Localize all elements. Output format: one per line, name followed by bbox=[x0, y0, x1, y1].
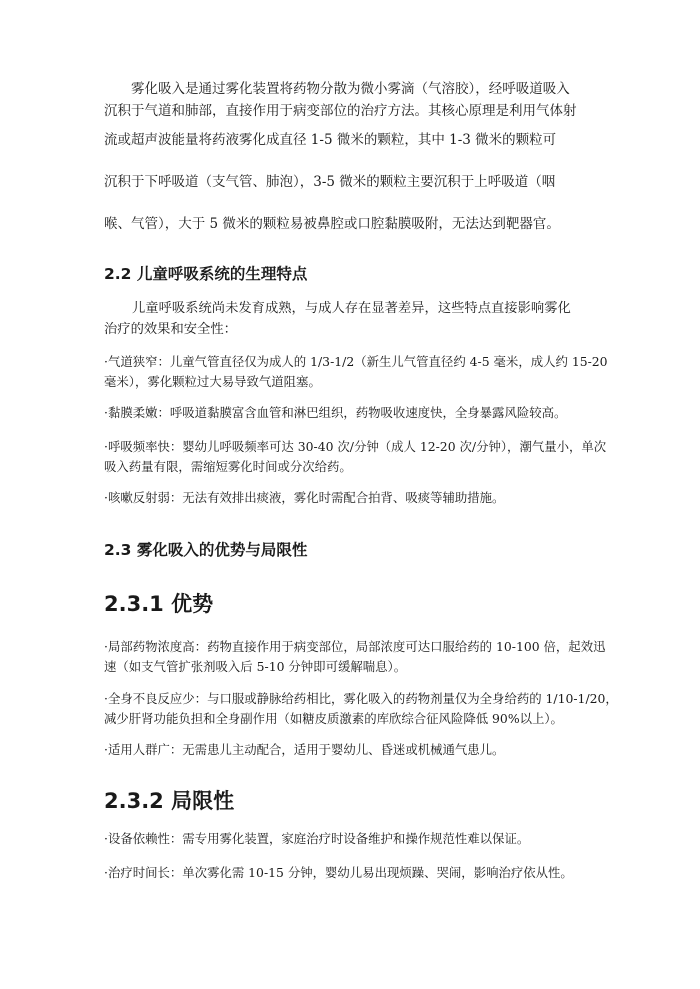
intro-line: 雾化吸入是通过雾化装置将药物分散为微小雾滴（气溶胶），经呼吸道吸入 bbox=[131, 81, 570, 97]
intro-paragraph bbox=[104, 83, 600, 257]
list-item-fewer-side-effects bbox=[104, 689, 618, 729]
list-item-line: ·适用人群广：无需患儿主动配合，适用于婴幼儿、昏迷或机械通气患儿。 bbox=[104, 742, 505, 757]
heading-2-3-2: 2.3.2 局限性 bbox=[104, 789, 235, 813]
intro-line: 沉积于下呼吸道（支气管、肺泡），3-5 微米的颗粒主要沉积于上呼吸道（咽 bbox=[104, 174, 556, 190]
list-item-line: 毫米），雾化颗粒过大易导致气道阻塞。 bbox=[104, 374, 321, 389]
list-item-long-duration bbox=[104, 863, 604, 883]
list-item-line: 吸入药量有限，需缩短雾化时间或分次给药。 bbox=[104, 459, 352, 474]
list-item-local-concentration bbox=[104, 637, 604, 677]
list-item-airway-narrow bbox=[104, 352, 608, 392]
paragraph-line: 治疗的效果和安全性： bbox=[104, 322, 237, 337]
intro-line: 喉、气管），大于 5 微米的颗粒易被鼻腔或口腔黏膜吸附，无法达到靶器官。 bbox=[104, 216, 560, 232]
list-item-broad-population bbox=[104, 740, 604, 760]
heading-2-3-1: 2.3.1 优势 bbox=[104, 592, 214, 616]
list-item-line: ·呼吸频率快：婴幼儿呼吸频率可达 30-40 次/分钟（成人 12-20 次/分钟），潮气量小，单次 bbox=[104, 439, 607, 454]
list-item-mucosa bbox=[104, 403, 604, 423]
section-2-2-intro bbox=[104, 298, 604, 340]
list-item-breathing-rate bbox=[104, 437, 607, 477]
list-item-cough-reflex bbox=[104, 488, 604, 508]
intro-line: 流或超声波能量将药液雾化成直径 1-5 微米的颗粒，其中 1-3 微米的颗粒可 bbox=[104, 132, 557, 148]
list-item-line: ·全身不良反应少：与口服或静脉给药相比，雾化吸入的药物剂量仅为全身给药的 1/10-1/20， bbox=[104, 691, 618, 706]
intro-line: 沉积于气道和肺部，直接作用于病变部位的治疗方法。其核心原理是利用气体射 bbox=[104, 103, 577, 119]
list-item-line: ·局部药物浓度高：药物直接作用于病变部位，局部浓度可达口服给药的 10-100 倍，起效迅 bbox=[104, 639, 606, 654]
heading-2-3: 2.3 雾化吸入的优势与局限性 bbox=[104, 541, 308, 559]
list-item-device-dependence bbox=[104, 829, 604, 849]
list-item-line: ·黏膜柔嫩：呼吸道黏膜富含血管和淋巴组织，药物吸收速度快，全身暴露风险较高。 bbox=[104, 405, 567, 420]
heading-2-2: 2.2 儿童呼吸系统的生理特点 bbox=[104, 265, 308, 283]
list-item-line: ·咳嗽反射弱：无法有效排出痰液，雾化时需配合拍背、吸痰等辅助措施。 bbox=[104, 490, 505, 505]
list-item-line: 速（如支气管扩张剂吸入后 5-10 分钟即可缓解喘息）。 bbox=[104, 659, 407, 674]
list-item-line: ·气道狭窄：儿童气管直径仅为成人的 1/3-1/2（新生儿气管直径约 4-5 毫米，成人约 15-20 bbox=[104, 354, 608, 369]
paragraph-line: 儿童呼吸系统尚未发育成熟，与成人存在显著差异，这些特点直接影响雾化 bbox=[132, 301, 571, 316]
list-item-line: ·设备依赖性：需专用雾化装置，家庭治疗时设备维护和操作规范性难以保证。 bbox=[104, 831, 530, 846]
list-item-line: 减少肝肾功能负担和全身副作用（如糖皮质激素的库欣综合征风险降低 90%以上）。 bbox=[104, 711, 563, 726]
list-item-line: ·治疗时间长：单次雾化需 10-15 分钟，婴幼儿易出现烦躁、哭闹，影响治疗依从性。 bbox=[104, 865, 573, 880]
